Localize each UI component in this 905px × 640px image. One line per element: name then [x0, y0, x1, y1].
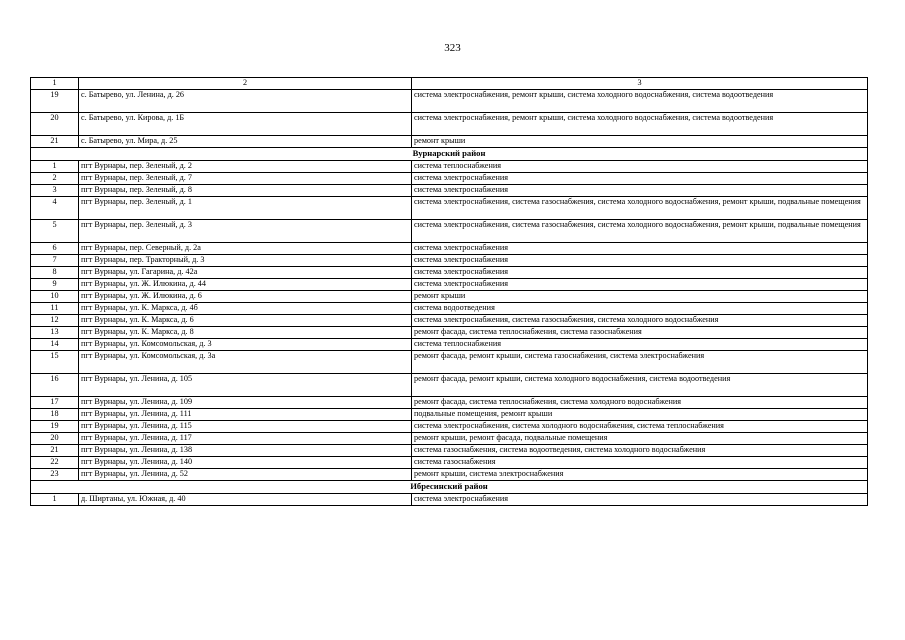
table-row — [31, 185, 868, 197]
address-cell: пгт Вурнары, ул. Ленина, д. 52 — [79, 469, 412, 481]
works-cell: система электроснабжения — [412, 185, 868, 197]
works-cell: система электроснабжения — [412, 267, 868, 279]
table-row — [31, 494, 868, 506]
table-row — [31, 291, 868, 303]
row-number-cell: 23 — [31, 469, 79, 481]
address-cell: пгт Вурнары, ул. К. Маркса, д. 8 — [79, 327, 412, 339]
address-cell: пгт Вурнары, ул. К. Маркса, д. 6 — [79, 315, 412, 327]
row-number-cell: 10 — [31, 291, 79, 303]
works-cell: система электроснабжения — [412, 173, 868, 185]
works-cell: система электроснабжения — [412, 279, 868, 291]
works-cell: система газоснабжения — [412, 457, 868, 469]
row-number-cell: 9 — [31, 279, 79, 291]
row-number-cell: 18 — [31, 409, 79, 421]
row-number-cell: 3 — [31, 185, 79, 197]
row-number-cell: 21 — [31, 136, 79, 148]
row-number-cell: 15 — [31, 351, 79, 374]
address-cell: пгт Вурнары, пер. Тракторный, д. 3 — [79, 255, 412, 267]
table-row — [31, 113, 868, 136]
table-row — [31, 197, 868, 220]
row-number-cell: 20 — [31, 433, 79, 445]
row-number-cell: 1 — [31, 161, 79, 173]
works-cell: система электроснабжения, система холодного водоснабжения, система теплоснабжения — [412, 421, 868, 433]
address-cell: пгт Вурнары, ул. Ленина, д. 105 — [79, 374, 412, 397]
address-cell: пгт Вурнары, ул. Комсомольская, д. 3 — [79, 339, 412, 351]
address-cell: с. Батырево, ул. Кирова, д. 1Б — [79, 113, 412, 136]
works-cell: система электроснабжения, система газоснабжения, система холодного водоснабжения, ремонт крыши, подвальные помещения — [412, 220, 868, 243]
table-row — [31, 161, 868, 173]
address-cell: пгт Вурнары, ул. Ленина, д. 111 — [79, 409, 412, 421]
row-number-cell: 16 — [31, 374, 79, 397]
address-cell: пгт Вурнары, ул. Ленина, д. 115 — [79, 421, 412, 433]
works-cell: система электроснабжения — [412, 494, 868, 506]
works-cell: система теплоснабжения — [412, 339, 868, 351]
row-number-cell: 21 — [31, 445, 79, 457]
row-number-cell: 7 — [31, 255, 79, 267]
table-row — [31, 469, 868, 481]
table-row — [31, 315, 868, 327]
column-number-2: 2 — [79, 78, 412, 90]
works-cell: система электроснабжения, ремонт крыши, система холодного водоснабжения, система водоотведения — [412, 90, 868, 113]
table-row — [31, 279, 868, 291]
repair-works-table — [30, 77, 868, 506]
table-row — [31, 243, 868, 255]
address-cell: пгт Вурнары, ул. Комсомольская, д. 3а — [79, 351, 412, 374]
table-row — [31, 409, 868, 421]
works-cell: система теплоснабжения — [412, 161, 868, 173]
column-number-1: 1 — [31, 78, 79, 90]
address-cell: пгт Вурнары, пер. Зеленый, д. 8 — [79, 185, 412, 197]
table-row — [31, 397, 868, 409]
address-cell: с. Батырево, ул. Мира, д. 25 — [79, 136, 412, 148]
address-cell: пгт Вурнары, ул. Ленина, д. 117 — [79, 433, 412, 445]
works-cell: ремонт фасада, ремонт крыши, система холодного водоснабжения, система водоотведения — [412, 374, 868, 397]
row-number-cell: 11 — [31, 303, 79, 315]
works-cell: ремонт крыши — [412, 291, 868, 303]
table-row — [31, 220, 868, 243]
address-cell: пгт Вурнары, ул. Ленина, д. 109 — [79, 397, 412, 409]
table-row — [31, 173, 868, 185]
row-number-cell: 6 — [31, 243, 79, 255]
table-row — [31, 90, 868, 113]
address-cell: пгт Вурнары, пер. Зеленый, д. 7 — [79, 173, 412, 185]
address-cell: пгт Вурнары, ул. Гагарина, д. 42а — [79, 267, 412, 279]
table-row — [31, 267, 868, 279]
address-cell: пгт Вурнары, пер. Зеленый, д. 3 — [79, 220, 412, 243]
section-heading: Вурнарский район — [31, 148, 868, 161]
address-cell: пгт Вурнары, ул. Ж. Илюкина, д. 6 — [79, 291, 412, 303]
table-row — [31, 374, 868, 397]
works-cell: система газоснабжения, система водоотведения, система холодного водоснабжения — [412, 445, 868, 457]
works-cell: система электроснабжения — [412, 255, 868, 267]
works-cell: ремонт крыши, ремонт фасада, подвальные помещения — [412, 433, 868, 445]
page-number: 323 — [444, 42, 461, 54]
table-row — [31, 136, 868, 148]
row-number-cell: 17 — [31, 397, 79, 409]
table-row — [31, 433, 868, 445]
table-body — [31, 78, 868, 506]
address-cell: пгт Вурнары, ул. Ленина, д. 140 — [79, 457, 412, 469]
address-cell: пгт Вурнары, пер. Зеленый, д. 1 — [79, 197, 412, 220]
works-cell: ремонт крыши — [412, 136, 868, 148]
works-cell: ремонт фасада, система теплоснабжения, система газоснабжения — [412, 327, 868, 339]
row-number-cell: 13 — [31, 327, 79, 339]
section-heading-row — [31, 481, 868, 494]
row-number-cell: 12 — [31, 315, 79, 327]
address-cell: пгт Вурнары, ул. Ленина, д. 138 — [79, 445, 412, 457]
row-number-cell: 20 — [31, 113, 79, 136]
works-cell: ремонт фасада, ремонт крыши, система газоснабжения, система электроснабжения — [412, 351, 868, 374]
table-row — [31, 457, 868, 469]
address-cell: пгт Вурнары, ул. К. Маркса, д. 4б — [79, 303, 412, 315]
address-cell: пгт Вурнары, ул. Ж. Илюкина, д. 44 — [79, 279, 412, 291]
section-heading: Ибресинский район — [31, 481, 868, 494]
table-row — [31, 421, 868, 433]
table-row — [31, 445, 868, 457]
table-row — [31, 327, 868, 339]
row-number-cell: 1 — [31, 494, 79, 506]
row-number-cell: 19 — [31, 421, 79, 433]
row-number-cell: 8 — [31, 267, 79, 279]
works-cell: система электроснабжения, система газоснабжения, система холодного водоснабжения, ремонт крыши, подвальные помещения — [412, 197, 868, 220]
row-number-cell: 14 — [31, 339, 79, 351]
works-cell: система водоотведения — [412, 303, 868, 315]
works-cell: система электроснабжения, ремонт крыши, система холодного водоснабжения, система водоотведения — [412, 113, 868, 136]
works-cell: подвальные помещения, ремонт крыши — [412, 409, 868, 421]
table-header-row — [31, 78, 868, 90]
table-row — [31, 303, 868, 315]
works-cell: система электроснабжения, система газоснабжения, система холодного водоснабжения — [412, 315, 868, 327]
address-cell: пгт Вурнары, пер. Зеленый, д. 2 — [79, 161, 412, 173]
works-cell: ремонт крыши, система электроснабжения — [412, 469, 868, 481]
works-cell: ремонт фасада, система теплоснабжения, система холодного водоснабжения — [412, 397, 868, 409]
row-number-cell: 4 — [31, 197, 79, 220]
row-number-cell: 2 — [31, 173, 79, 185]
column-number-3: 3 — [412, 78, 868, 90]
address-cell: пгт Вурнары, пер. Северный, д. 2а — [79, 243, 412, 255]
row-number-cell: 22 — [31, 457, 79, 469]
table-row — [31, 339, 868, 351]
table-row — [31, 351, 868, 374]
address-cell: д. Ширтаны, ул. Южная, д. 40 — [79, 494, 412, 506]
section-heading-row — [31, 148, 868, 161]
works-cell: система электроснабжения — [412, 243, 868, 255]
address-cell: с. Батырево, ул. Ленина, д. 26 — [79, 90, 412, 113]
row-number-cell: 19 — [31, 90, 79, 113]
table-row — [31, 255, 868, 267]
row-number-cell: 5 — [31, 220, 79, 243]
